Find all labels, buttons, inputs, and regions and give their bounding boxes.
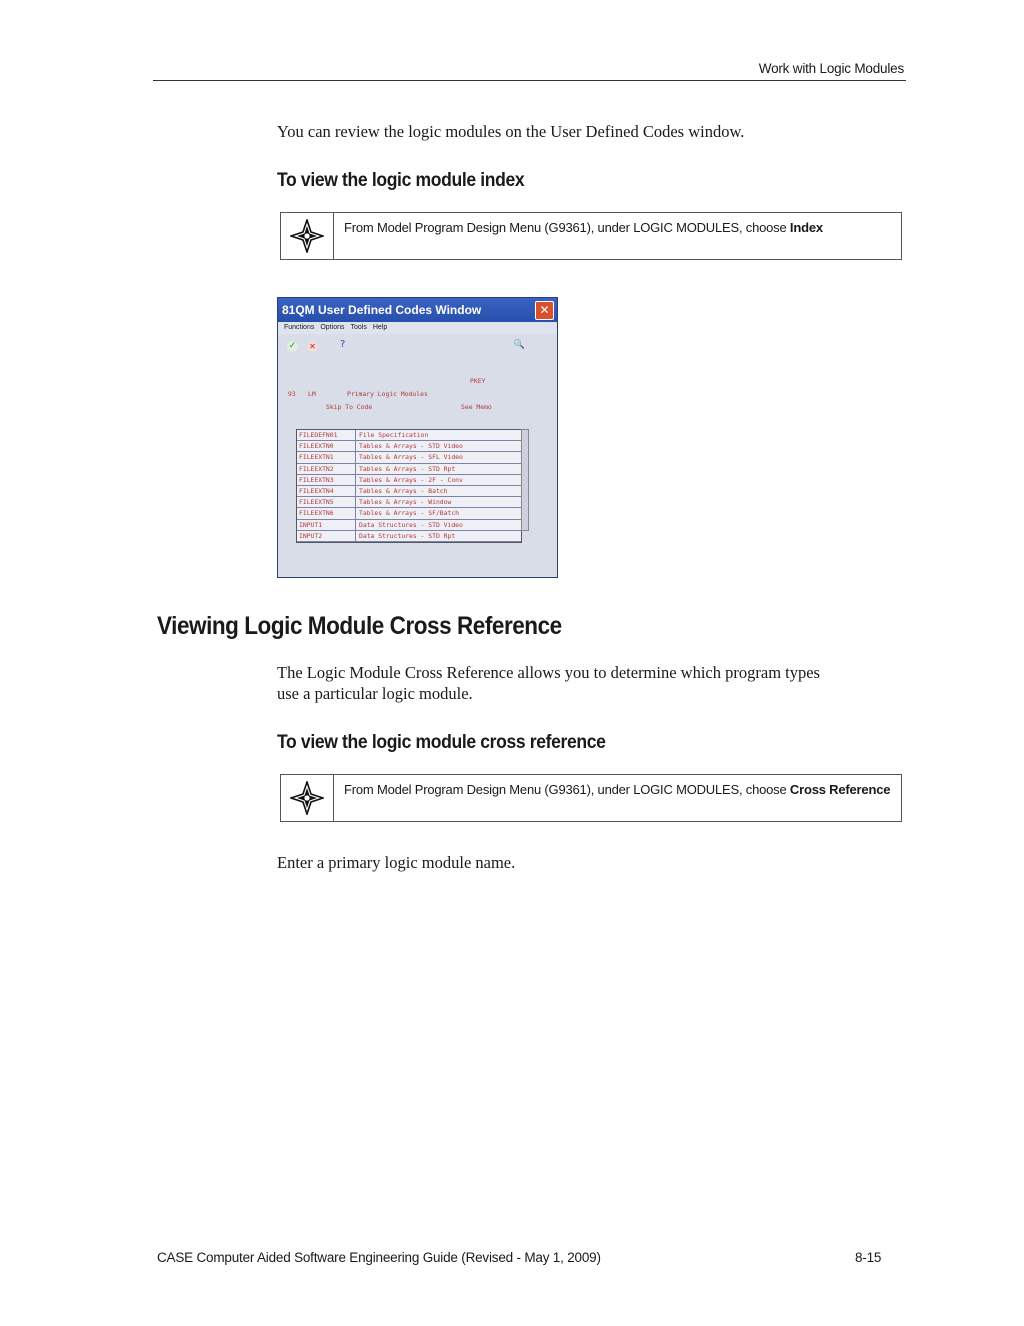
code-cell: FILEDEFN01 <box>297 430 356 440</box>
running-header: Work with Logic Modules <box>758 61 904 76</box>
code-cell: FILEEXTN2 <box>297 464 356 474</box>
table-row[interactable] <box>297 520 521 531</box>
description-cell: Tables & Arrays - 2F - Conv <box>359 475 463 484</box>
description-cell: Tables & Arrays - STD Rpt <box>359 464 456 473</box>
window-title: 81QM User Defined Codes Window <box>282 303 482 317</box>
search-icon[interactable]: 🔍 <box>513 340 525 350</box>
close-icon[interactable]: ✕ <box>535 301 554 320</box>
codes-grid <box>296 429 522 543</box>
description-cell: Tables & Arrays - Batch <box>359 486 448 495</box>
table-row[interactable] <box>297 441 521 452</box>
skip-to-code-label[interactable]: Skip To Code <box>326 403 373 411</box>
code-description: Primary Logic Modules <box>347 390 428 398</box>
header-rule <box>153 80 906 81</box>
see-memo-label[interactable]: See Memo <box>461 403 492 411</box>
grid-scrollbar[interactable] <box>521 429 529 531</box>
navigation-box-index <box>280 212 902 260</box>
table-row[interactable] <box>297 531 521 542</box>
table-row[interactable] <box>297 475 521 486</box>
description-cell: Tables & Arrays - STD Video <box>359 442 463 451</box>
code-cell: FILEEXTN4 <box>297 486 356 496</box>
menu-options[interactable]: Options <box>320 324 345 331</box>
table-row[interactable] <box>297 508 521 519</box>
footer-book-title: CASE Computer Aided Software Engineering Guide (Revised - May 1, 2009) <box>157 1250 601 1265</box>
navigation-text-cross-reference <box>334 775 890 821</box>
nav-choice: Cross Reference <box>789 782 891 797</box>
window-titlebar <box>278 298 557 322</box>
description-cell: Tables & Arrays - Window <box>359 498 452 507</box>
table-row[interactable] <box>297 452 521 463</box>
table-row[interactable] <box>297 430 521 441</box>
menu-tools[interactable]: Tools <box>350 324 367 331</box>
code-cell: INPUT2 <box>297 531 356 541</box>
table-row[interactable] <box>297 497 521 508</box>
pkey-label: PKEY <box>470 377 486 385</box>
menu-help[interactable]: Help <box>372 324 388 331</box>
intro-paragraph: You can review the logic modules on the User Defined Codes window. <box>277 122 745 141</box>
cross-reference-paragraph-line1: The Logic Module Cross Reference allows you to determine which program types <box>277 663 820 682</box>
ok-check-icon[interactable]: ✓ <box>288 341 297 351</box>
cross-reference-paragraph-line2: use a particular logic module. <box>277 684 473 703</box>
table-row[interactable] <box>297 486 521 497</box>
nav-path: From Model Program Design Menu (G9361), under LOGIC MODULES, choose <box>344 220 790 235</box>
cancel-x-icon[interactable]: ✕ <box>307 341 318 352</box>
code-cell: FILEEXTN5 <box>297 497 356 507</box>
description-cell: File Specification <box>359 431 429 439</box>
description-cell: Data Structures - STD Rpt <box>359 531 456 540</box>
description-cell: Data Structures - STD Video <box>359 520 463 529</box>
window-menubar <box>278 322 557 334</box>
code-system: 93 <box>288 390 296 398</box>
code-cell: FILEEXTN3 <box>297 475 356 485</box>
nav-choice: Index <box>789 220 823 235</box>
footer-page-number: 8-15 <box>855 1250 882 1265</box>
code-cell: FILEEXTN0 <box>297 441 356 451</box>
compass-navigation-icon <box>281 213 334 259</box>
procedure-heading-cross-reference: To view the logic module cross reference <box>277 731 606 753</box>
code-cell: FILEEXTN1 <box>297 452 356 462</box>
navigation-text-index <box>334 213 823 259</box>
code-cell: INPUT1 <box>297 520 356 530</box>
compass-navigation-icon <box>281 775 334 821</box>
code-type: LM <box>308 390 316 398</box>
description-cell: Tables & Arrays - SF/Batch <box>359 509 460 518</box>
menu-functions[interactable]: Functions <box>284 324 315 331</box>
nav-path: From Model Program Design Menu (G9361), under LOGIC MODULES, choose <box>344 782 790 797</box>
instruction-paragraph: Enter a primary logic module name. <box>277 853 516 872</box>
description-cell: Tables & Arrays - SFL Video <box>359 453 463 462</box>
help-question-icon[interactable]: ? <box>340 339 346 350</box>
code-cell: FILEEXTN6 <box>297 508 356 518</box>
section-heading-cross-reference: Viewing Logic Module Cross Reference <box>157 612 562 640</box>
navigation-box-cross-reference <box>280 774 902 822</box>
user-defined-codes-window-screenshot <box>277 297 558 578</box>
table-row[interactable] <box>297 464 521 475</box>
window-toolbar <box>278 334 557 358</box>
procedure-heading-index: To view the logic module index <box>277 169 525 191</box>
